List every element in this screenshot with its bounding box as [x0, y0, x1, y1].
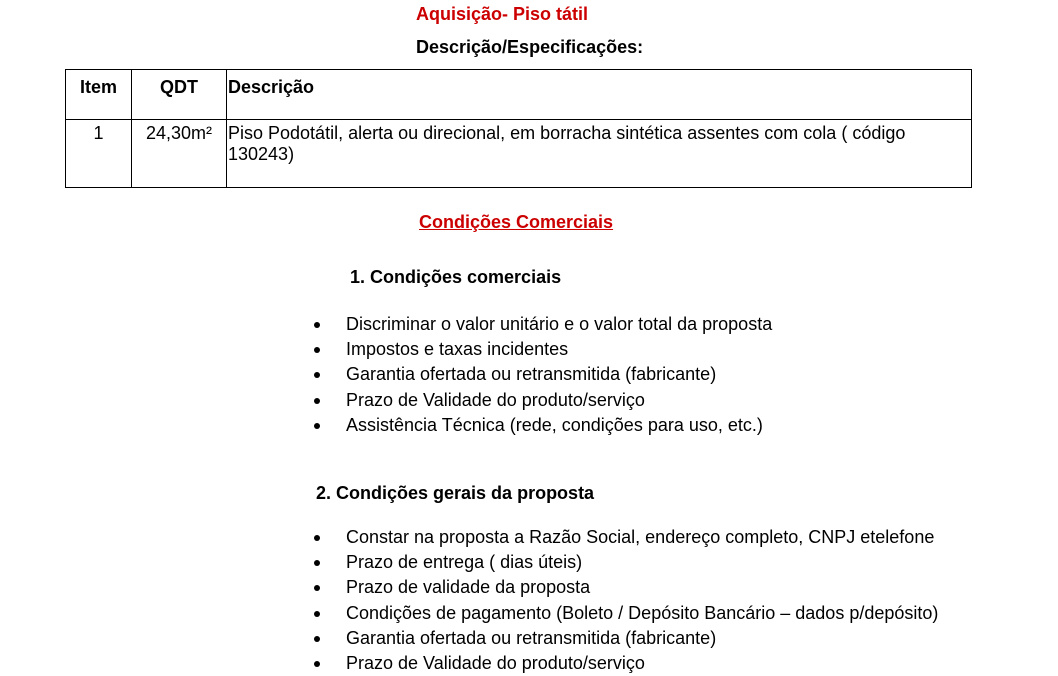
list-item — [312, 525, 938, 550]
section2-heading: 2. Condições gerais da proposta — [316, 483, 595, 503]
bullet-icon — [314, 372, 320, 378]
bullet-icon — [314, 347, 320, 353]
list-item-text: Condições de pagamento (Boleto / Depósito Bancário – dados p/depósito) — [346, 602, 939, 623]
bullet-icon — [314, 585, 320, 591]
bullet-icon — [314, 535, 320, 541]
table-row — [66, 120, 972, 188]
list-item-text: Discriminar o valor unitário e o valor total da proposta — [346, 314, 773, 334]
list-item — [312, 312, 772, 337]
list-item — [312, 626, 938, 651]
bullet-icon — [314, 398, 320, 404]
list-item — [312, 550, 938, 575]
section2-list — [312, 525, 938, 676]
list-item-text: Impostos e taxas incidentes — [346, 339, 569, 360]
table-header-row — [66, 70, 972, 120]
list-item-text: Prazo de validade da proposta — [346, 577, 591, 598]
list-item-text: Prazo de Validade do produto/serviço — [346, 389, 645, 410]
list-item-text: Constar na proposta a Razão Social, endereço completo, CNPJ etelefone — [346, 527, 935, 547]
cell-qdt: 24,30m² — [132, 120, 227, 188]
list-item-text: Garantia ofertada ou retransmitida (fabricante) — [346, 364, 717, 385]
bullet-icon — [314, 423, 320, 429]
header-item: Item — [66, 70, 132, 120]
section1-heading: 1. Condições comerciais — [350, 267, 562, 287]
list-item — [312, 388, 772, 413]
list-item-text: Garantia ofertada ou retransmitida (fabricante) — [346, 627, 717, 648]
list-item — [312, 362, 772, 387]
list-item — [312, 337, 772, 362]
list-item-text: Assistência Técnica (rede, condições para uso, etc.) — [346, 414, 763, 435]
list-item-text: Prazo de Validade do produto/serviço — [346, 652, 645, 673]
document-title: Aquisição- Piso tátil — [416, 4, 589, 24]
section-title-condicoes: Condições Comerciais — [419, 212, 614, 232]
specifications-heading: Descrição/Especificações: — [416, 37, 644, 57]
cell-item: 1 — [66, 120, 132, 188]
list-item — [312, 575, 938, 600]
list-item — [312, 413, 772, 438]
header-qdt: QDT — [132, 70, 227, 120]
bullet-icon — [314, 560, 320, 566]
bullet-icon — [314, 322, 320, 328]
bullet-icon — [314, 661, 320, 667]
header-descricao: Descrição — [227, 70, 972, 120]
section1-list — [312, 312, 772, 438]
list-item-text: Prazo de entrega ( dias úteis) — [346, 552, 583, 573]
specifications-table — [65, 69, 972, 188]
bullet-icon — [314, 636, 320, 642]
list-item — [312, 601, 938, 626]
cell-descricao: Piso Podotátil, alerta ou direcional, em borracha sintética assentes com cola ( código 130243) — [227, 120, 972, 188]
list-item — [312, 651, 938, 676]
bullet-icon — [314, 611, 320, 617]
